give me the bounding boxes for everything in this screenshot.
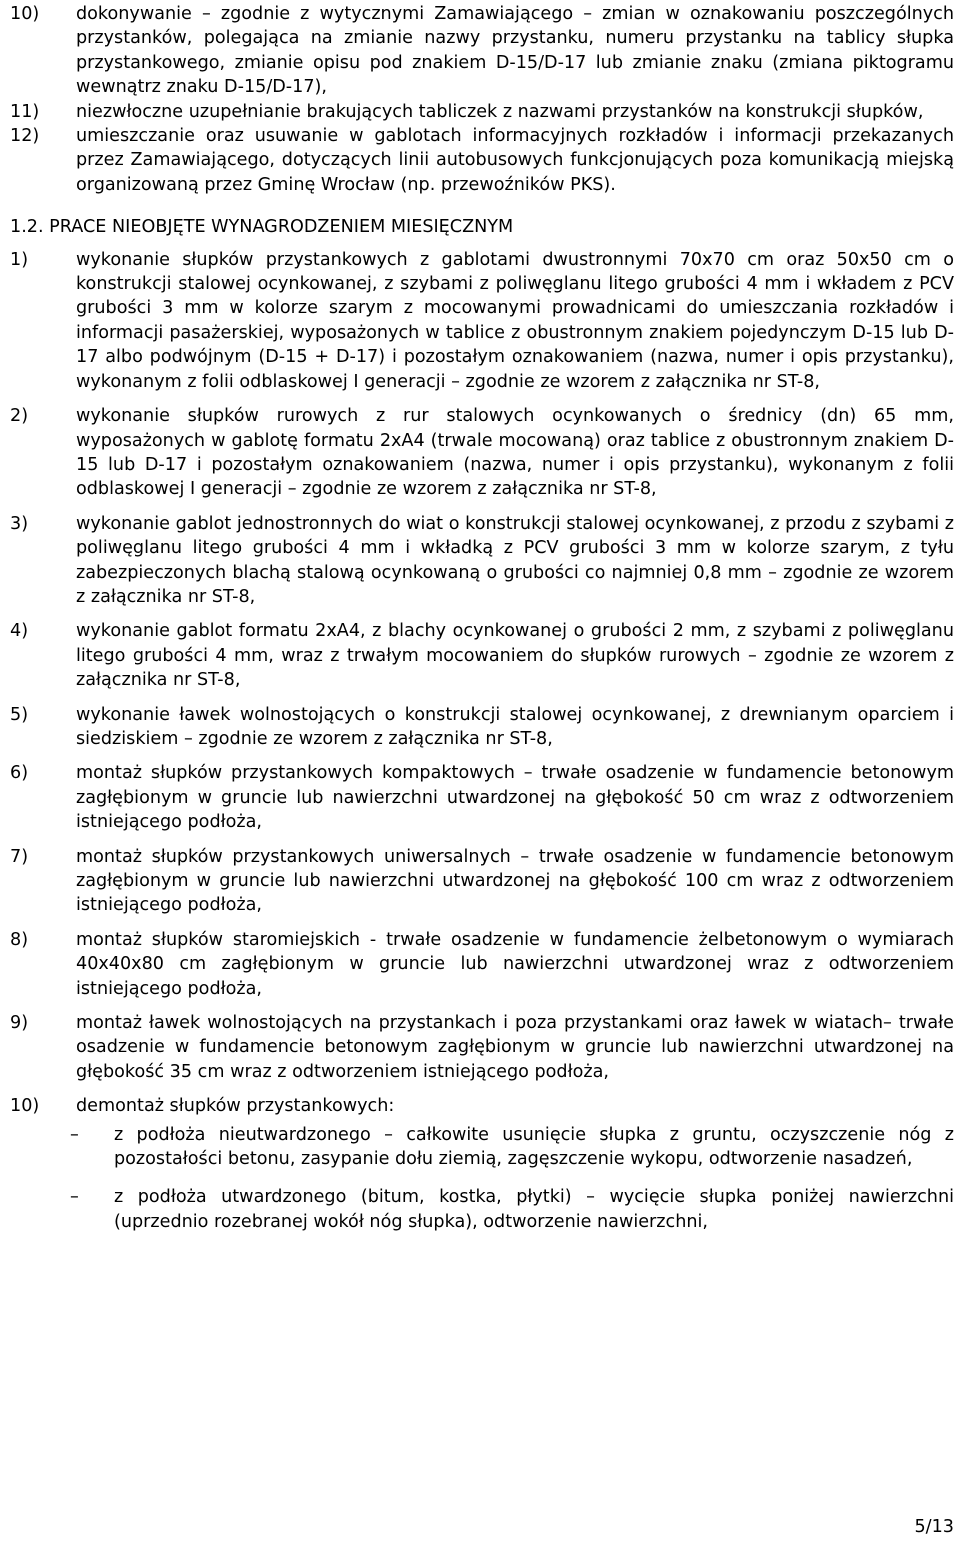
list-item — [10, 404, 954, 502]
list-item — [10, 703, 954, 752]
list-item-text: demontaż słupków przystankowych: — [76, 1096, 395, 1117]
list-item-number: 2) — [10, 406, 29, 427]
list-item-text: umieszczanie oraz usuwanie w gablotach informacyjnych rozkładów i informacji przekazanych przez Zamawiającego, dotyczących linii autobusowych funkcjonujących poza komunikacją miejską organizowaną przez Gminę Wrocław (np. przewoźników PKS). — [76, 126, 954, 195]
list-item — [10, 619, 954, 692]
list-item-text: dokonywanie – zgodnie z wytycznymi Zamawiającego – zmian w oznakowaniu poszczególnych przystanków, polegająca na zmianie nazwy przystanku, numeru przystanku na tablicy słupka przystankowego, zmianie opisu pod znakiem D-15/D-17 lub zmianie znaku (zmiana piktogramu wewnątrz znaku D-15/D-17), — [76, 4, 954, 98]
list-item — [10, 248, 954, 394]
list-item-text: montaż słupków przystankowych kompaktowych – trwałe osadzenie w fundamencie betonowym zagłębionym w gruncie lub nawierzchni utwardzonej na głębokość 50 cm wraz z odtworzeniem istniejącego podłoża, — [76, 763, 954, 833]
sub-list-item-text: z podłoża nieutwardzonego – całkowite usunięcie słupka z gruntu, oczyszczenie nóg z pozostałości betonu, zasypanie dołu ziemią, zagęszczenie wykopu, odtworzenie nasadzeń, — [114, 1124, 954, 1170]
sub-list-item-text: z podłoża utwardzonego (bitum, kostka, płytki) – wycięcie słupka poniżej nawierzchni (uprzednio rozebranej wokół nóg słupka), odtworzenie nawierzchni, — [114, 1187, 954, 1232]
list-item-number: 11) — [10, 101, 40, 122]
sub-list-item — [10, 1185, 954, 1234]
list-item-text: wykonanie słupków przystankowych z gablotami dwustronnymi 70x70 cm oraz 50x50 cm o konstrukcji stalowej ocynkowanej, z szybami z poliwęglanu litego grubości 4 mm i wkładem z PCV grubości 3 mm w kolorze szarym z mocowanymi prowadnicami do umieszczania rozkładów i informacji pasażerskiej, wyposażonych w tablice z obustronnym znakiem pojedynczym D-15 lub D-17 albo podwójnym (D-15 + D-17) i pozostałym oznakowaniem (nazwa, numer i opis przystanku), wykonanym z folii odblaskowej I generacji – zgodnie ze wzorem z załącznika nr ST-8, — [76, 249, 954, 392]
list-item-text: wykonanie gablot jednostronnych do wiat o konstrukcji stalowej ocynkowanej, z przodu z szybami z poliwęglanu litego grubości 4 mm i wkładką z PCV grubości 3 mm w kolorze szarym, z tyłu zabezpieczonych blachą stalową ocynkowaną o grubości co najmniej 0,8 mm – zgodnie ze wzorem z załącznika nr ST-8, — [76, 513, 954, 607]
list-item — [10, 100, 954, 124]
list-item-text: wykonanie słupków rurowych z rur stalowych ocynkowanych o średnicy (dn) 65 mm, wyposażonych w gablotę formatu 2xA4 (trwale mocowaną) oraz tablice z obustronnym znakiem D-15 lub D-17 i pozostałym oznakowaniem (nazwa, numer i opis przystanku), wykonanym z folii odblaskowej I generacji – zgodnie ze wzorem z załącznika nr ST-8, — [76, 406, 954, 500]
list-item-number: 5) — [10, 704, 29, 725]
list-item-number: 8) — [10, 929, 29, 950]
list-item — [10, 761, 954, 834]
list-item-number: 1) — [10, 249, 29, 270]
list-item — [10, 1094, 954, 1118]
list-item-number: 7) — [10, 846, 29, 867]
list-item — [10, 512, 954, 610]
list-item-text: niezwłoczne uzupełnianie brakujących tabliczek z nazwami przystanków na konstrukcji słupków, — [76, 101, 924, 122]
dash-bullet: – — [70, 1124, 79, 1145]
list-item-number: 3) — [10, 513, 29, 534]
list-item-text: wykonanie ławek wolnostojących o konstrukcji stalowej ocynkowanej, z drewnianym oparciem i siedziskiem – zgodnie ze wzorem z załącznika nr ST-8, — [76, 704, 954, 749]
section-heading: 1.2. PRACE NIEOBJĘTE WYNAGRODZENIEM MIESIĘCZNYM — [10, 217, 514, 238]
list-item-number: 4) — [10, 621, 29, 642]
list-item — [10, 2, 954, 100]
sub-list — [10, 1123, 954, 1235]
list-item-number: 10) — [10, 4, 40, 24]
list-item — [10, 124, 954, 197]
dash-bullet: – — [70, 1187, 79, 1208]
list-item — [10, 928, 954, 1001]
list-item-text: montaż ławek wolnostojących na przystankach i poza przystankami oraz ławek w wiatach– trwałe osadzenie w fundamencie betonowym zagłębionym w gruncie lub nawierzchni utwardzonej na głębokość 35 cm wraz z odtworzeniem istniejącego podłoża, — [76, 1013, 954, 1082]
page-number: 5/13 — [914, 1516, 954, 1537]
section-list — [10, 248, 954, 1235]
list-item-number: 10) — [10, 1096, 40, 1117]
list-item-text: wykonanie gablot formatu 2xA4, z blachy ocynkowanej o grubości 2 mm, z szybami z poliwęglanu litego grubości 4 mm, wraz z trwałym mocowaniem do słupków rurowych – zgodnie ze wzorem z załącznika nr ST-8, — [76, 621, 954, 691]
list-item — [10, 1011, 954, 1084]
list-item-number: 12) — [10, 126, 40, 147]
continued-list — [10, 2, 954, 197]
list-item-number: 6) — [10, 763, 29, 784]
sub-list-item — [10, 1123, 954, 1172]
list-item-text: montaż słupków staromiejskich - trwałe osadzenie w fundamencie żelbetonowym o wymiarach 40x40x80 cm zagłębionym w gruncie lub nawierzchni utwardzonej wraz z odtworzeniem istniejącego podłoża, — [76, 929, 954, 999]
list-item — [10, 845, 954, 918]
list-item-text: montaż słupków przystankowych uniwersalnych – trwałe osadzenie w fundamencie betonowym zagłębionym w gruncie lub nawierzchni utwardzonej na głębokość 100 cm wraz z odtworzeniem istniejącego podłoża, — [76, 846, 954, 916]
list-item-number: 9) — [10, 1013, 29, 1034]
